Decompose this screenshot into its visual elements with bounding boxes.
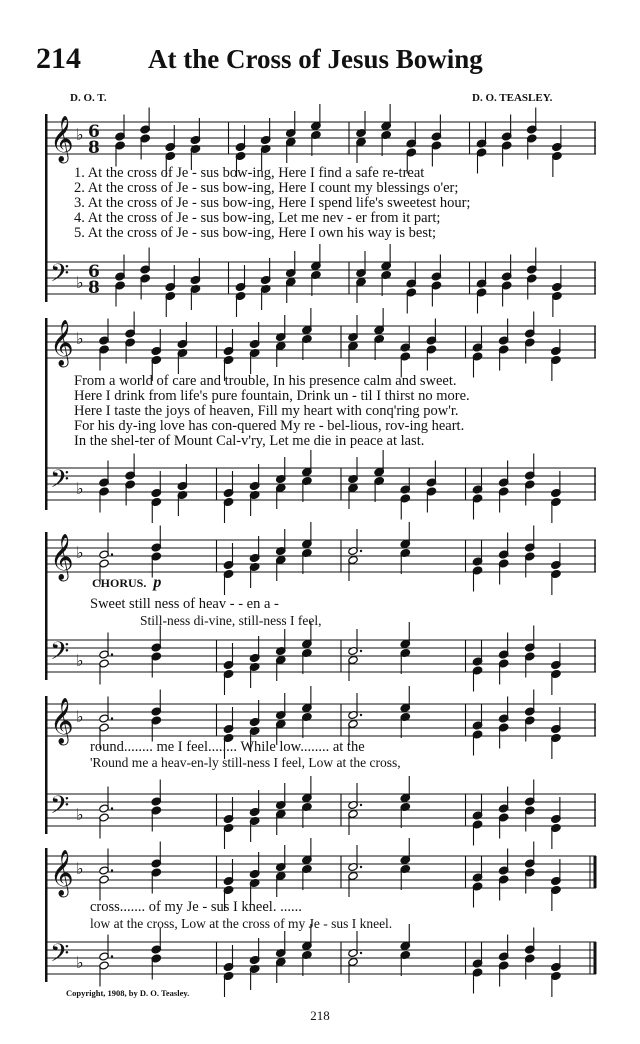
system-4-bass-staff [46, 786, 596, 834]
hymn-number: 214 [36, 42, 81, 75]
svg-text:8: 8 [88, 138, 100, 158]
verse-5-line-a: 5. At the cross of Je - sus bow-ing, Here I own his way is best; [74, 225, 437, 241]
system-3-bass-staff [46, 632, 596, 680]
svg-text:𝄢: 𝄢 [50, 791, 70, 826]
svg-text:𝄞: 𝄞 [50, 534, 74, 580]
dynamic-marking: p [153, 574, 162, 591]
verse-1-line-b: From a world of care and trouble, In his presence calm and sweet. [74, 373, 457, 389]
system-2-bass-staff [46, 460, 596, 508]
verse-1-line-a: 1. At the cross of Je - sus bow-ing, Here I find a safe re-treat [74, 165, 425, 181]
chorus-line-3-lower: low at the cross, Low at the cross of my Je - sus I kneel. [90, 916, 393, 931]
verse-3-line-b: Here I taste the joys of heaven, Fill my heart with conq'ring pow'r. [74, 403, 459, 419]
verse-5-line-b: In the shel-ter of Mount Cal-v'ry, Let me die in peace at last. [74, 433, 425, 449]
svg-text:6: 6 [88, 122, 100, 142]
svg-text:♭: ♭ [76, 805, 84, 824]
system-1-bass-staff [46, 254, 596, 302]
chorus-line-2-lower: 'Round me a heav-en-ly still-ness I feel, Low at the cross, [90, 755, 401, 770]
svg-text:𝄞: 𝄞 [50, 850, 74, 896]
svg-text:𝄢: 𝄢 [50, 939, 70, 974]
system-5-treble-staff [46, 848, 596, 896]
chorus-line-3-upper: cross....... of my Je - sus I kneel. ...... [90, 899, 302, 915]
svg-text:𝄢: 𝄢 [50, 465, 70, 500]
svg-text:𝄢: 𝄢 [50, 259, 70, 294]
svg-text:♭: ♭ [76, 707, 84, 726]
svg-text:♭: ♭ [76, 543, 84, 562]
system-5-bass-staff [46, 934, 596, 982]
svg-text:♭: ♭ [76, 859, 84, 878]
svg-text:♭: ♭ [76, 479, 84, 498]
author-credit: D. O. TEASLEY. [472, 92, 553, 104]
svg-text:8: 8 [88, 278, 100, 298]
verse-2-line-a: 2. At the cross of Je - sus bow-ing, Here I count my blessings o'er; [74, 180, 459, 196]
svg-text:♭: ♭ [76, 329, 84, 348]
chorus-line-1-upper: Sweet still ness of heav - - en a - [90, 596, 279, 612]
chorus-label: CHORUS. p [92, 574, 162, 591]
hymn-title: At the Cross of Jesus Bowing [148, 44, 483, 74]
verse-2-line-b: Here I drink from life's pure fountain, Drink un - til I thirst no more. [74, 388, 470, 404]
system-4-treble-staff [46, 696, 596, 744]
chorus-line-2-upper: round........ me I feel........ While low........ at the [90, 739, 365, 755]
svg-text:♭: ♭ [76, 953, 84, 972]
chorus-line-1-lower: Still-ness di-vine, still-ness I feel, [140, 613, 322, 628]
system-bracket-lines [40, 110, 60, 990]
svg-text:♭: ♭ [76, 125, 84, 144]
system-1-treble-staff [46, 114, 596, 162]
svg-text:6: 6 [88, 262, 100, 282]
system-2-treble-staff [46, 318, 596, 366]
copyright-notice: Copyright, 1908, by D. O. Teasley. [66, 988, 190, 998]
meter-label: D. O. T. [70, 92, 107, 104]
svg-text:𝄞: 𝄞 [50, 116, 74, 162]
verse-4-line-b: For his dy-ing love has con-quered My re - bel-lious, rov-ing heart. [74, 418, 465, 434]
verse-3-line-a: 3. At the cross of Je - sus bow-ing, Here I spend life's sweetest hour; [74, 195, 471, 211]
svg-text:𝄞: 𝄞 [50, 320, 74, 366]
svg-text:♭: ♭ [76, 273, 84, 292]
page-number: 218 [310, 1008, 330, 1023]
svg-text:♭: ♭ [76, 651, 84, 670]
svg-text:𝄞: 𝄞 [50, 698, 74, 744]
svg-text:𝄢: 𝄢 [50, 637, 70, 672]
verse-4-line-a: 4. At the cross of Je - sus bow-ing, Let me nev - er from it part; [74, 210, 441, 226]
system-3-treble-staff [46, 532, 596, 580]
